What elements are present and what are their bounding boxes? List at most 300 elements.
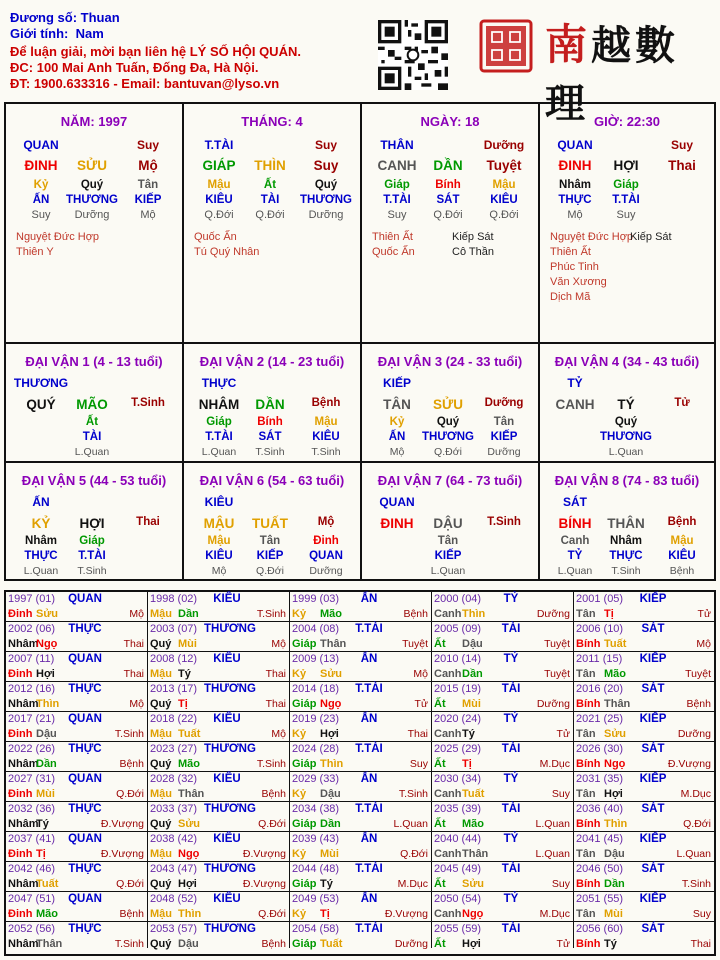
pillar-row4 <box>540 209 714 225</box>
dai-van-hidden <box>6 535 182 551</box>
year-stem: Quý <box>150 698 172 710</box>
year-cell <box>290 652 432 682</box>
year-stem: Nhâm <box>8 758 39 770</box>
year-cell <box>290 772 432 802</box>
dai-van-life: Bệnh <box>667 516 697 528</box>
year-branch: Dần <box>320 818 341 830</box>
year-cell <box>290 802 432 832</box>
year-star: SÁT <box>641 863 665 875</box>
dai-van-star-label: KIẾP <box>382 376 411 390</box>
dai-van-hidden-stem: Bính <box>257 416 283 428</box>
pillar-row1-item: Tuyệt <box>486 158 522 173</box>
year-stem: Kỷ <box>292 788 307 800</box>
dai-van-chi: THÂN <box>607 516 645 531</box>
year-cell <box>574 682 714 712</box>
dai-van-hidden-life <box>6 446 182 462</box>
year-star: THỰC <box>68 803 102 815</box>
year-life-stage: Mộ <box>129 608 144 620</box>
year-stem: Nhâm <box>8 938 39 950</box>
year-star: SÁT <box>641 803 665 815</box>
pillar-row0 <box>184 138 360 154</box>
extra-star: Tú Quý Nhân <box>194 246 260 258</box>
year-star: ẤN <box>360 773 378 785</box>
extra-star: Cô Thần <box>452 246 494 258</box>
year-label: 2048 (52) <box>150 893 198 905</box>
dai-van-hidden <box>6 416 182 432</box>
dai-van-cell <box>6 344 184 463</box>
year-life-stage: Q.Đới <box>116 878 144 890</box>
year-star: ẤN <box>360 593 378 605</box>
pillar-cell <box>184 104 362 344</box>
year-stem: Tân <box>576 908 596 920</box>
dai-van-hidden-stars <box>362 550 538 566</box>
year-life-stage: Tuyệt <box>685 668 711 680</box>
year-life-stage: L.Quan <box>393 818 428 830</box>
extra-star: Phúc Tinh <box>550 261 599 273</box>
dai-van-hidden-star: KIÊU <box>312 431 340 443</box>
dai-van-star <box>6 495 182 511</box>
dai-van-hidden-life-item: L.Quan <box>608 446 644 458</box>
year-life-stage: Tuyệt <box>544 668 570 680</box>
year-life-stage: Đ.Vượng <box>242 878 286 890</box>
year-label: 2049 (53) <box>292 893 340 905</box>
year-stem: Đinh <box>8 668 33 680</box>
dai-van-hidden-life-item: Q.Đới <box>256 565 284 577</box>
dai-van-can: BÍNH <box>558 516 592 531</box>
dai-van-life: Mộ <box>317 516 335 528</box>
dai-van-hidden-life-item: Dưỡng <box>309 565 343 577</box>
year-branch: Hợi <box>178 878 197 890</box>
year-cell <box>290 622 432 652</box>
year-label: 2009 (13) <box>292 653 340 665</box>
year-branch: Tuất <box>462 788 485 800</box>
year-star: KIẾP <box>639 833 667 845</box>
year-stem: Tân <box>576 608 596 620</box>
year-branch: Sửu <box>604 728 627 740</box>
year-star: KIÊU <box>213 833 241 845</box>
dai-van-can: KỶ <box>31 516 51 531</box>
year-cell <box>290 712 432 742</box>
year-stem: Mậu <box>150 848 172 860</box>
year-star: KIẾP <box>639 593 667 605</box>
dai-van-hidden-stem: Nhâm <box>25 535 57 547</box>
year-life-stage: Mộ <box>271 728 286 740</box>
pillar-row0-item: Suy <box>314 138 337 152</box>
year-star: KIẾP <box>639 773 667 785</box>
year-life-stage: Tử <box>414 698 428 710</box>
year-star: T.TÀI <box>355 863 383 875</box>
year-label: 2001 (05) <box>576 593 624 605</box>
year-label: 2025 (29) <box>434 743 482 755</box>
extra-star: Nguyệt Đức Hợp <box>550 231 634 243</box>
pillar-row1-item: Mộ <box>138 158 158 173</box>
year-life-stage: Thai <box>407 728 428 740</box>
year-label: 2012 (16) <box>8 683 56 695</box>
dai-van-hidden-stem: Canh <box>560 535 590 547</box>
year-branch: Thìn <box>36 698 60 710</box>
year-label: 2035 (39) <box>434 803 482 815</box>
year-label: 2015 (19) <box>434 683 482 695</box>
dai-van-hidden-life-item: L.Quan <box>23 565 59 577</box>
year-label: 2056 (60) <box>576 923 624 935</box>
extra-star: Kiếp Sát <box>452 231 494 243</box>
year-life-stage: Tuyệt <box>544 638 570 650</box>
year-branch: Hợi <box>320 728 339 740</box>
pillar-row4-item: Q.Đới <box>433 209 463 221</box>
year-stem: Canh <box>434 608 462 620</box>
dai-van-hidden-stars <box>540 431 714 447</box>
year-star: THƯƠNG <box>204 923 256 935</box>
year-cell <box>574 892 714 922</box>
year-branch: Mùi <box>462 698 481 710</box>
year-life-stage: Q.Đới <box>400 848 428 860</box>
year-life-stage: Suy <box>551 788 570 800</box>
dai-van-hidden-star: KIẾP <box>490 431 518 443</box>
gender-value: Nam <box>75 26 104 41</box>
pillar-row1 <box>540 158 714 174</box>
year-stem: Bính <box>576 878 601 890</box>
pillar-row0-item: Suy <box>670 138 693 152</box>
year-cell <box>432 742 574 772</box>
dai-van-chi: TUẤT <box>252 516 288 531</box>
year-star: THỰC <box>68 743 102 755</box>
year-stem: Quý <box>150 638 172 650</box>
dai-van-star-label: THỰC <box>201 376 237 390</box>
dai-van-pillar <box>540 397 714 413</box>
year-life-stage: Q.Đới <box>683 818 711 830</box>
pillar-row2 <box>184 179 360 195</box>
pillar-row4-item: Q.Đới <box>204 209 234 221</box>
dai-van-hidden-star: THỰC <box>24 550 58 562</box>
extra-star: Thiên Ất <box>372 231 413 243</box>
year-label: 2047 (51) <box>8 893 56 905</box>
pillar-row3-item: ẤN <box>32 194 50 206</box>
pillar-row0-item: THÂN <box>380 138 414 152</box>
year-branch: Thân <box>462 848 489 860</box>
dai-van-hidden-star: SÁT <box>258 431 282 443</box>
pillar-row1-item: GIÁP <box>202 158 236 173</box>
year-life-stage: Đ.Vượng <box>384 908 428 920</box>
dai-van-cell <box>184 463 362 579</box>
dai-van-hidden-star: TỶ <box>567 550 583 562</box>
dai-van-hidden <box>362 535 538 551</box>
year-branch: Tị <box>462 758 472 770</box>
year-life-stage: Thai <box>265 668 286 680</box>
dai-van-hidden-life-item: Bệnh <box>669 565 695 577</box>
extra-star: Văn Xương <box>550 276 607 288</box>
year-star: TÀI <box>501 683 521 695</box>
annual-luck-table <box>4 590 716 956</box>
pillar-row1 <box>6 158 182 174</box>
year-branch: Dần <box>604 878 625 890</box>
dai-van-pillar <box>362 397 538 413</box>
pillar-row2-item: Nhâm <box>559 179 591 191</box>
year-stem: Giáp <box>292 818 317 830</box>
year-cell <box>574 772 714 802</box>
year-branch: Sửu <box>36 608 59 620</box>
pillar-row3-item: THƯƠNG <box>300 194 352 206</box>
dai-van-hidden-life <box>362 565 538 581</box>
year-star: THỰC <box>68 863 102 875</box>
year-branch: Dậu <box>36 728 57 740</box>
year-life-stage: Dưỡng <box>394 938 428 950</box>
year-cell <box>148 622 290 652</box>
year-life-stage: Dưỡng <box>677 728 711 740</box>
year-cell <box>6 652 148 682</box>
dai-van-can: QUÝ <box>26 397 56 412</box>
extra-star: Thiên Ất <box>550 246 591 258</box>
year-life-stage: M.Dục <box>539 758 570 770</box>
pillar-row3-item: THƯƠNG <box>66 194 118 206</box>
dai-van-life: Bệnh <box>311 397 341 409</box>
year-branch: Hợi <box>462 938 481 950</box>
pillar-row1-item: SỬU <box>77 158 107 173</box>
year-label: 2026 (30) <box>576 743 624 755</box>
pillar-row0-item: QUAN <box>557 138 593 152</box>
year-stem: Ất <box>434 818 446 830</box>
dai-van-hidden-star: TÀI <box>82 431 102 443</box>
dai-van-star <box>184 376 360 392</box>
dai-van-star-label: THƯƠNG <box>13 376 69 390</box>
dai-van-hidden-star: KIÊU <box>205 550 233 562</box>
year-branch: Ngọ <box>36 638 58 650</box>
dai-van-hidden-stem: Ất <box>85 416 99 428</box>
year-cell <box>148 892 290 922</box>
dai-van-title: ĐẠI VẬN 1 (4 - 13 tuổi) <box>25 354 163 369</box>
pillar-row0-item: QUAN <box>23 138 59 152</box>
qr-code-icon[interactable] <box>378 20 448 90</box>
contact-address: ĐC: 100 Mai Anh Tuấn, Đống Đa, Hà Nội. <box>10 60 259 75</box>
year-cell <box>290 862 432 892</box>
year-label: 2040 (44) <box>434 833 482 845</box>
pillar-row4-item: Suy <box>31 209 51 221</box>
dai-van-star-label: TỶ <box>567 376 583 390</box>
pillar-row2-item: Giáp <box>613 179 639 191</box>
year-stem: Ất <box>434 758 446 770</box>
year-star: THỰC <box>68 923 102 935</box>
year-life-stage: Suy <box>551 878 570 890</box>
dai-van-star-label: ẤN <box>32 495 50 509</box>
pillar-row4-item: Suy <box>616 209 636 221</box>
dai-van-can: NHÂM <box>198 397 240 412</box>
year-star: SÁT <box>641 683 665 695</box>
year-cell <box>6 802 148 832</box>
seal-logo <box>478 18 534 74</box>
pillar-row4-item: Suy <box>387 209 407 221</box>
dai-van-hidden <box>184 416 360 432</box>
year-branch: Thìn <box>178 908 202 920</box>
year-life-stage: Tử <box>556 938 570 950</box>
year-stem: Tân <box>576 728 596 740</box>
year-label: 2052 (56) <box>8 923 56 935</box>
year-branch: Mão <box>178 758 200 770</box>
year-stem: Nhâm <box>8 878 39 890</box>
year-life-stage: Đ.Vượng <box>100 818 144 830</box>
dai-van-hidden-life <box>6 565 182 581</box>
year-life-stage: M.Dục <box>680 788 711 800</box>
year-cell <box>432 772 574 802</box>
year-stem: Kỷ <box>292 608 307 620</box>
year-label: 2021 (25) <box>576 713 624 725</box>
year-star: QUAN <box>68 893 102 905</box>
pillar-row2 <box>6 179 182 195</box>
year-cell <box>574 862 714 892</box>
pillar-row3 <box>362 194 538 210</box>
year-cell <box>6 592 148 622</box>
year-stem: Bính <box>576 698 601 710</box>
pillar-title: NĂM: 1997 <box>60 114 128 129</box>
year-stem: Ất <box>434 638 446 650</box>
dai-van-hidden-stem: Mậu <box>670 535 694 547</box>
dai-van-chi: SỬU <box>433 397 463 412</box>
year-star: SÁT <box>641 743 665 755</box>
year-label: 2031 (35) <box>576 773 624 785</box>
year-life-stage: Tử <box>697 608 711 620</box>
year-cell <box>432 802 574 832</box>
year-life-stage: Tuyệt <box>402 638 428 650</box>
year-star: THỰC <box>68 683 102 695</box>
year-stem: Kỷ <box>292 908 307 920</box>
year-label: 2006 (10) <box>576 623 624 635</box>
dai-van-star <box>6 376 182 392</box>
pillar-row0-item: Suy <box>136 138 159 152</box>
dai-van-star-label: QUAN <box>379 495 415 509</box>
year-stem: Bính <box>576 638 601 650</box>
year-cell <box>148 772 290 802</box>
year-stem: Bính <box>576 758 601 770</box>
pillar-extras-2 <box>630 230 672 245</box>
year-stem: Đinh <box>8 788 33 800</box>
year-stem: Đinh <box>8 608 33 620</box>
year-label: 2039 (43) <box>292 833 340 845</box>
pillar-row3-item: TÀI <box>260 194 280 206</box>
dai-van-hidden-stem: Nhâm <box>610 535 642 547</box>
year-star: QUAN <box>68 773 102 785</box>
year-label: 2045 (49) <box>434 863 482 875</box>
year-cell <box>574 622 714 652</box>
year-label: 2053 (57) <box>150 923 198 935</box>
year-label: 2003 (07) <box>150 623 198 635</box>
year-cell <box>574 652 714 682</box>
pillar-extras <box>194 230 259 260</box>
year-life-stage: M.Dục <box>397 878 428 890</box>
year-star: TÀI <box>501 743 521 755</box>
dai-van-cell <box>184 344 362 463</box>
year-cell <box>148 802 290 832</box>
year-label: 2020 (24) <box>434 713 482 725</box>
year-life-stage: T.Sinh <box>114 938 144 950</box>
year-life-stage: Thai <box>123 638 144 650</box>
year-stem: Mậu <box>150 668 172 680</box>
pillar-title: THÁNG: 4 <box>241 114 303 129</box>
dai-van-hidden-star: KIẾP <box>434 550 462 562</box>
dai-van-hidden-life-item: Dưỡng <box>487 446 521 458</box>
year-star: TỶ <box>503 713 519 725</box>
year-star: ẤN <box>360 833 378 845</box>
year-life-stage: Suy <box>409 758 428 770</box>
year-label: 2041 (45) <box>576 833 624 845</box>
extra-star: Quốc Ấn <box>372 246 415 258</box>
dai-van-hidden <box>540 535 714 551</box>
year-stem: Nhâm <box>8 638 39 650</box>
year-branch: Dậu <box>178 938 199 950</box>
year-star: QUAN <box>68 593 102 605</box>
pillar-title: NGÀY: 18 <box>420 114 480 129</box>
dai-van-star-label: KIÊU <box>204 495 234 509</box>
year-branch: Mão <box>320 608 342 620</box>
year-label: 2051 (55) <box>576 893 624 905</box>
dai-van-chi: HỢI <box>79 516 105 531</box>
year-star: T.TÀI <box>355 623 383 635</box>
pillar-row1-item: CANH <box>377 158 417 173</box>
dai-van-hidden-life-item: T.Sinh <box>311 446 341 458</box>
dai-van-hidden-life-item: Mộ <box>389 446 405 458</box>
year-branch: Tị <box>178 698 188 710</box>
dai-van-hidden-stars <box>6 431 182 447</box>
dai-van-hidden-life-item: T.Sinh <box>255 446 285 458</box>
dai-van-hidden-life-item: T.Sinh <box>77 565 107 577</box>
year-branch: Ngọ <box>320 698 342 710</box>
dai-van-chi: DẦN <box>255 397 285 412</box>
year-stem: Tân <box>576 668 596 680</box>
year-branch: Mùi <box>178 638 197 650</box>
year-label: 2004 (08) <box>292 623 340 635</box>
year-cell <box>574 712 714 742</box>
pillar-row4-item: Dưỡng <box>74 209 110 221</box>
year-star: QUAN <box>68 653 102 665</box>
year-life-stage: Đ.Vượng <box>100 848 144 860</box>
dai-van-cell <box>362 463 540 579</box>
dai-van-hidden-stem: Tân <box>259 535 281 547</box>
year-life-stage: L.Quan <box>535 818 570 830</box>
dai-van-hidden-stem: Quý <box>614 416 638 428</box>
brand-char-1: 南 <box>545 20 592 69</box>
year-cell <box>6 892 148 922</box>
pillar-row4 <box>184 209 360 225</box>
year-star: TỶ <box>503 653 519 665</box>
year-star: T.TÀI <box>355 923 383 935</box>
dai-van-hidden-life <box>540 565 714 581</box>
dai-van-hidden-star: THƯƠNG <box>600 431 652 443</box>
year-star: T.TÀI <box>355 683 383 695</box>
pillar-row1 <box>184 158 360 174</box>
dai-van-title: ĐẠI VẬN 4 (34 - 43 tuổi) <box>554 354 700 369</box>
year-cell <box>290 892 432 922</box>
year-stem: Tân <box>576 848 596 860</box>
year-star: KIÊU <box>213 773 241 785</box>
year-cell <box>6 682 148 712</box>
year-cell <box>148 862 290 892</box>
pillar-row3-item: KIẾP <box>134 194 162 206</box>
dai-van-cell <box>540 344 714 463</box>
year-label: 2008 (12) <box>150 653 198 665</box>
year-life-stage: T.Sinh <box>256 608 286 620</box>
year-label: 2036 (40) <box>576 803 624 815</box>
pillar-row3-item: KIÊU <box>205 194 233 206</box>
dai-van-hidden-life-item: L.Quan <box>201 446 237 458</box>
year-branch: Ngọ <box>604 758 626 770</box>
year-star: ẤN <box>360 893 378 905</box>
year-label: 2018 (22) <box>150 713 198 725</box>
dai-van-pillar <box>184 516 360 532</box>
year-cell <box>574 742 714 772</box>
year-label: 2029 (33) <box>292 773 340 785</box>
year-label: 2007 (11) <box>8 653 55 665</box>
year-label: 2000 (04) <box>434 593 482 605</box>
pillar-row3-item: T.TÀI <box>612 194 640 206</box>
year-life-stage: Bệnh <box>261 938 286 950</box>
year-life-stage: Mộ <box>413 668 428 680</box>
